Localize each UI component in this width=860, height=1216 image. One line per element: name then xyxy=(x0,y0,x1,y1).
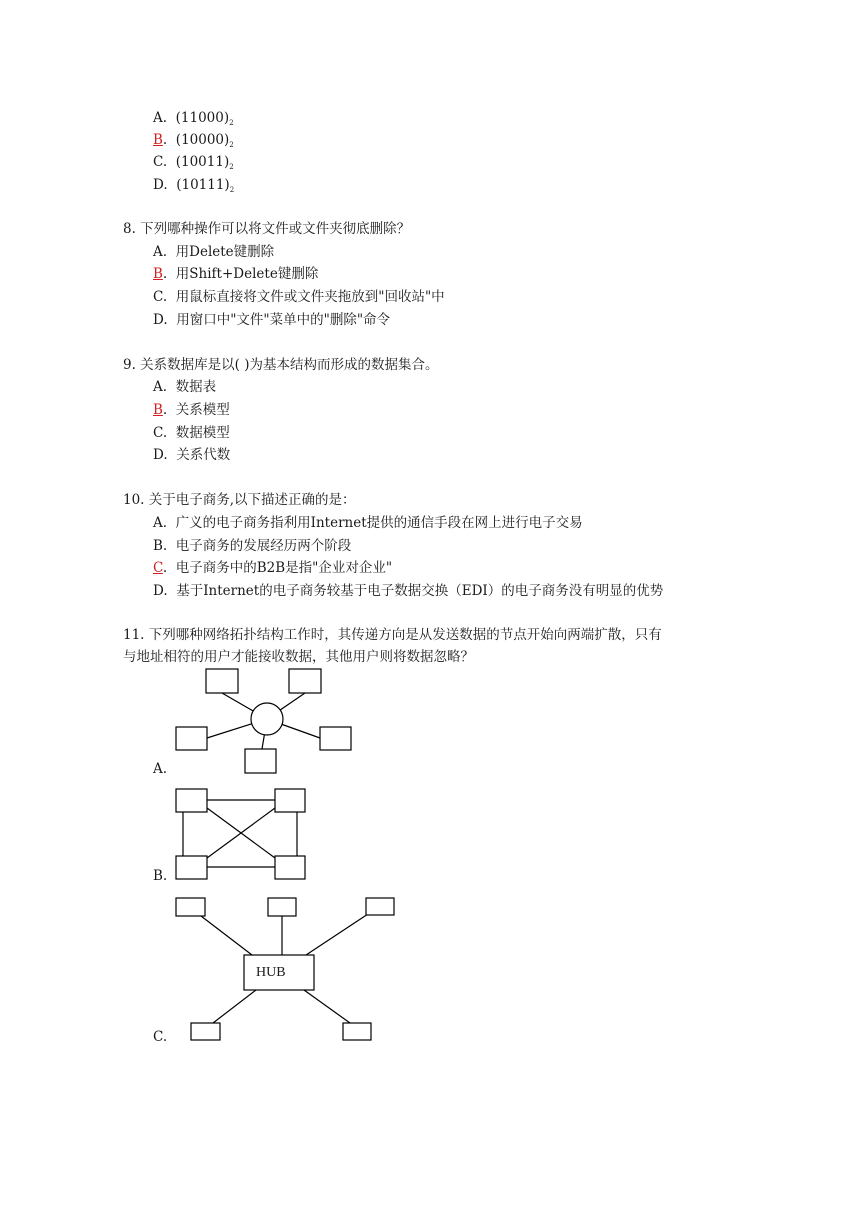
link-line xyxy=(304,990,350,1023)
option-letter-correct: B xyxy=(153,266,163,282)
q9-stem: 9. 关系数据库是以( )为基本结构而形成的数据集合。 xyxy=(123,357,439,373)
node-box xyxy=(176,856,207,879)
option-text: 用鼠标直接将文件或文件夹拖放到"回收站"中 xyxy=(175,289,445,305)
subscript: 2 xyxy=(229,163,234,171)
q7-option-b: B. $(10000)_2$ xyxy=(153,132,234,149)
q8-option-b: B. 用Shift+Delete键删除 xyxy=(153,266,319,282)
node-box xyxy=(366,898,394,915)
option-letter: A xyxy=(153,244,163,260)
option-text: 广义的电子商务指利用Internet提供的通信手段在网上进行电子交易 xyxy=(175,515,583,531)
node-box xyxy=(275,789,305,812)
node-box xyxy=(289,669,321,693)
q8-stem: 8. 下列哪种操作可以将文件或文件夹彻底删除？ xyxy=(123,221,411,237)
q8-option-c: C. 用鼠标直接将文件或文件夹拖放到"回收站"中 xyxy=(153,289,445,305)
central-node-circle xyxy=(251,703,283,735)
link-line xyxy=(213,990,256,1023)
option-text: 关系代数 xyxy=(176,447,231,463)
node-box xyxy=(206,669,238,693)
node-box xyxy=(176,789,207,812)
subscript: 2 xyxy=(229,119,234,127)
q9-option-c: C. 数据模型 xyxy=(153,425,230,441)
node-box xyxy=(245,749,276,773)
node-box xyxy=(176,727,207,750)
q8-option-d: D. 用窗口中"文件"菜单中的"删除"命令 xyxy=(153,312,391,328)
q11-option-a-label: A. xyxy=(153,761,168,777)
option-letter-correct: C xyxy=(153,560,163,576)
node-box xyxy=(268,898,296,916)
option-letter: D xyxy=(153,583,164,599)
subscript: 2 xyxy=(229,186,235,194)
q7-option-c: C. $(10011)_2$ xyxy=(153,154,234,171)
option-value: (10111) xyxy=(176,177,230,193)
option-letter: A xyxy=(153,515,163,531)
option-letter: C xyxy=(153,154,163,170)
q9-option-a: A. 数据表 xyxy=(153,379,217,395)
q7-option-d: D. $(10111)_2$ xyxy=(153,177,235,194)
option-letter-correct: B xyxy=(153,402,163,418)
q8-option-a: A. 用Delete键删除 xyxy=(153,244,275,260)
link-line xyxy=(201,916,252,955)
q10-option-d: D. 基于Internet的电子商务较基于电子数据交换（EDI）的电子商务没有明显的优势 xyxy=(153,583,664,599)
option-text: 数据表 xyxy=(175,379,217,395)
option-letter: B xyxy=(153,538,163,554)
option-value: (10000) xyxy=(175,132,230,148)
option-letter: A xyxy=(153,379,163,395)
q10-stem: 10. 关于电子商务,以下描述正确的是： xyxy=(123,492,356,508)
option-text: 电子商务中的B2B是指"企业对企业" xyxy=(175,560,393,576)
option-text: 数据模型 xyxy=(175,425,230,441)
node-box xyxy=(176,898,205,916)
option-text: 关系模型 xyxy=(175,402,230,418)
q11-option-b-label: B. xyxy=(153,868,168,884)
star-topology-diagram xyxy=(176,669,351,773)
q11-stem-line2: 与地址相符的用户才能接收数据，其他用户则将数据忽略？ xyxy=(123,649,474,665)
link-line xyxy=(306,914,368,955)
option-text: 用Delete键删除 xyxy=(175,244,275,260)
option-value: (11000) xyxy=(175,110,230,126)
option-letter: C xyxy=(153,289,163,305)
q10-option-c: C. 电子商务中的B2B是指"企业对企业" xyxy=(153,560,393,576)
q11-stem-line1: 11. 下列哪种网络拓扑结构工作时，其传递方向是从发送数据的节点开始向两端扩散，只有 xyxy=(123,627,662,643)
option-letter: D xyxy=(153,447,164,463)
node-box xyxy=(191,1023,220,1040)
option-letter: C xyxy=(153,425,163,441)
subscript: 2 xyxy=(229,141,234,149)
q9-option-d: D. 关系代数 xyxy=(153,447,231,463)
mesh-topology-diagram xyxy=(176,789,305,879)
q7-option-a: A. $(11000)_2$ xyxy=(153,110,234,127)
option-letter-correct: B xyxy=(153,132,163,148)
q10-option-a: A. 广义的电子商务指利用Internet提供的通信手段在网上进行电子交易 xyxy=(153,515,583,531)
option-text: 电子商务的发展经历两个阶段 xyxy=(175,538,352,554)
option-letter: D xyxy=(153,177,164,193)
q11-option-c-label: C. xyxy=(153,1029,168,1045)
option-letter: D xyxy=(153,312,164,328)
node-box xyxy=(320,727,351,750)
hub-label: HUB xyxy=(256,965,286,980)
option-letter: A xyxy=(153,110,163,126)
option-text: 用窗口中"文件"菜单中的"删除"命令 xyxy=(176,312,391,328)
option-text: 用Shift+Delete键删除 xyxy=(175,266,319,282)
node-box xyxy=(343,1023,371,1040)
option-value: (10011) xyxy=(175,154,230,170)
node-box xyxy=(275,856,305,879)
q9-option-b: B. 关系模型 xyxy=(153,402,230,418)
q10-option-b: B. 电子商务的发展经历两个阶段 xyxy=(153,538,352,554)
option-text: 基于Internet的电子商务较基于电子数据交换（EDI）的电子商务没有明显的优势 xyxy=(176,583,664,599)
